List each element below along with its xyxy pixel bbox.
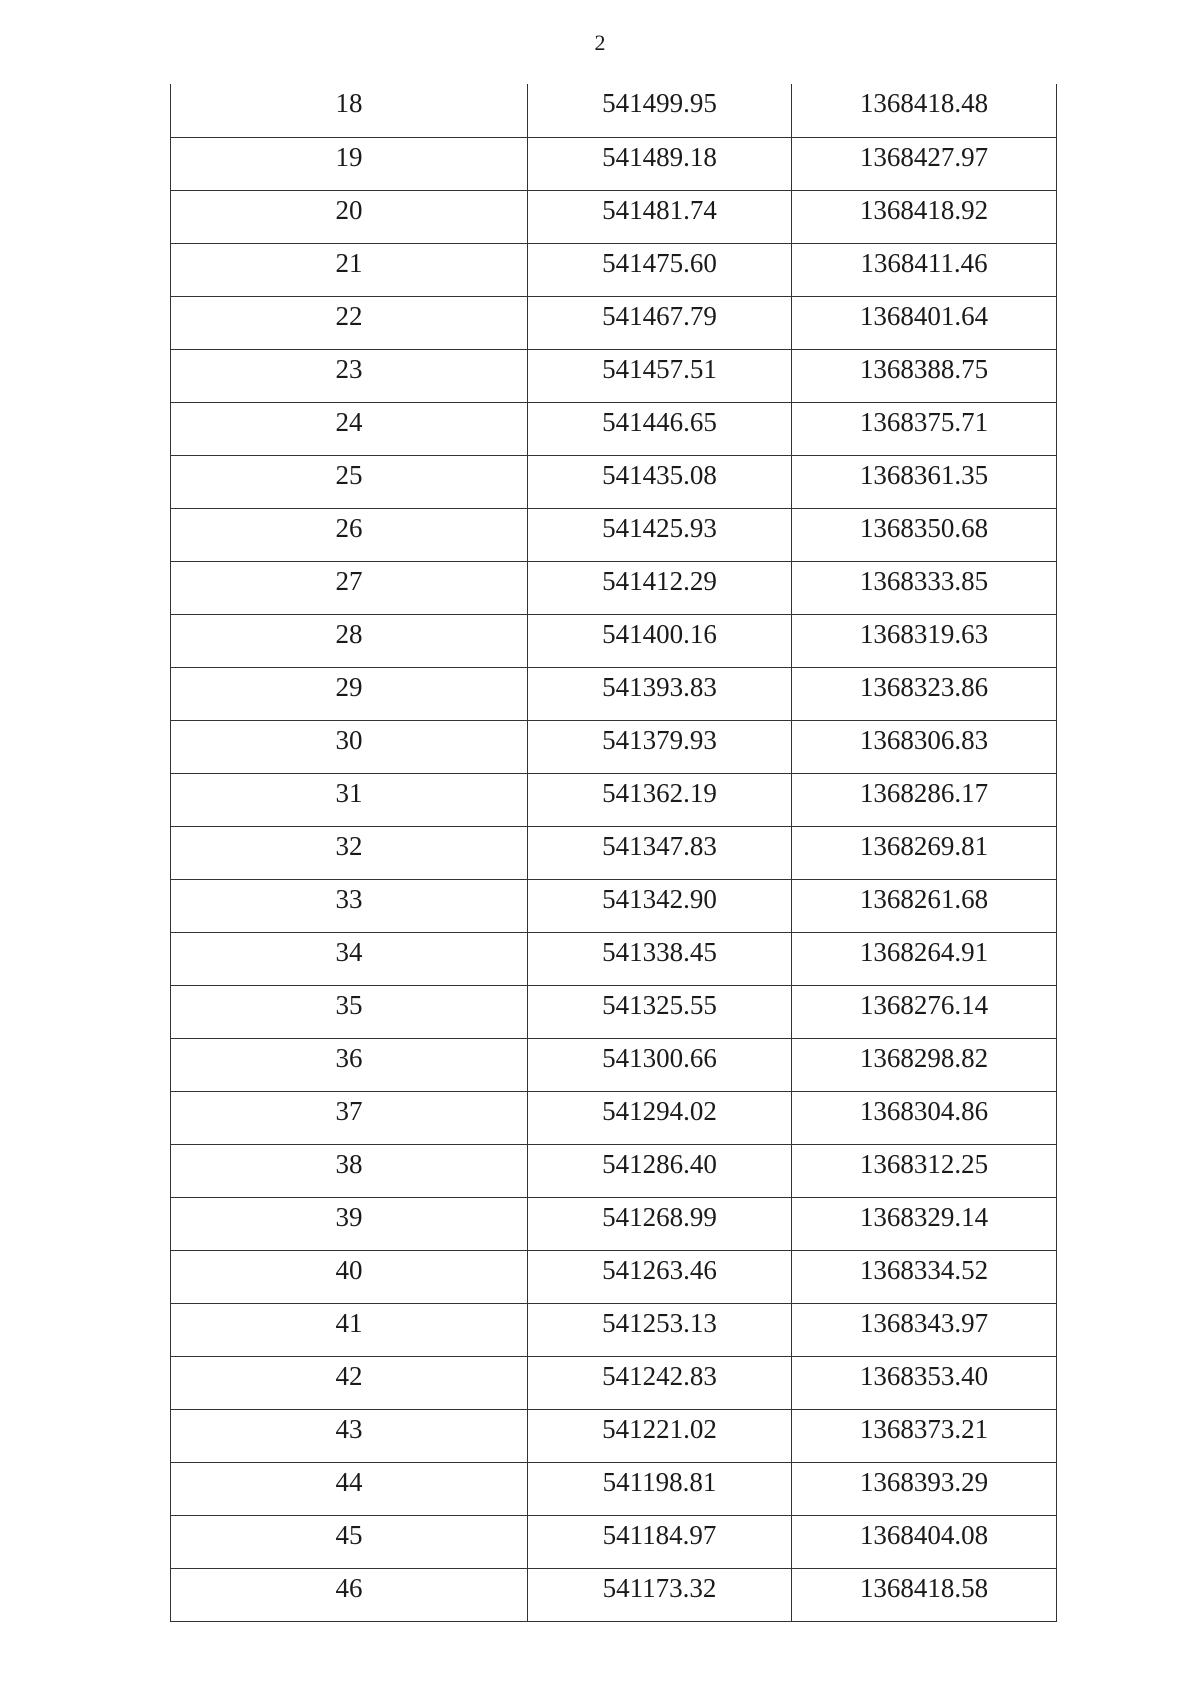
- table-row: [171, 1197, 1057, 1250]
- y-coordinate-cell: 1368319.63: [792, 614, 1057, 667]
- table-row: [171, 985, 1057, 1038]
- point-number-cell: 39: [171, 1197, 528, 1250]
- table-row: [171, 1462, 1057, 1515]
- point-number-cell: 33: [171, 879, 528, 932]
- point-number-cell: 43: [171, 1409, 528, 1462]
- y-coordinate-cell: 1368286.17: [792, 773, 1057, 826]
- y-coordinate-cell: 1368373.21: [792, 1409, 1057, 1462]
- point-number-cell: 30: [171, 720, 528, 773]
- point-number-cell: 29: [171, 667, 528, 720]
- x-coordinate-cell: 541325.55: [528, 985, 792, 1038]
- table-row: [171, 1038, 1057, 1091]
- table-row: [171, 190, 1057, 243]
- x-coordinate-cell: 541242.83: [528, 1356, 792, 1409]
- point-number-cell: 34: [171, 932, 528, 985]
- x-coordinate-cell: 541393.83: [528, 667, 792, 720]
- y-coordinate-cell: 1368418.48: [792, 84, 1057, 137]
- x-coordinate-cell: 541425.93: [528, 508, 792, 561]
- x-coordinate-cell: 541489.18: [528, 137, 792, 190]
- table-row: [171, 561, 1057, 614]
- y-coordinate-cell: 1368343.97: [792, 1303, 1057, 1356]
- table-row: [171, 614, 1057, 667]
- x-coordinate-cell: 541412.29: [528, 561, 792, 614]
- x-coordinate-cell: 541268.99: [528, 1197, 792, 1250]
- point-number-cell: 20: [171, 190, 528, 243]
- y-coordinate-cell: 1368388.75: [792, 349, 1057, 402]
- table-row: [171, 773, 1057, 826]
- y-coordinate-cell: 1368323.86: [792, 667, 1057, 720]
- table-row: [171, 1568, 1057, 1621]
- x-coordinate-cell: 541184.97: [528, 1515, 792, 1568]
- point-number-cell: 42: [171, 1356, 528, 1409]
- table-row: [171, 932, 1057, 985]
- y-coordinate-cell: 1368418.58: [792, 1568, 1057, 1621]
- point-number-cell: 41: [171, 1303, 528, 1356]
- y-coordinate-cell: 1368261.68: [792, 879, 1057, 932]
- x-coordinate-cell: 541362.19: [528, 773, 792, 826]
- table-row: [171, 1303, 1057, 1356]
- y-coordinate-cell: 1368269.81: [792, 826, 1057, 879]
- point-number-cell: 46: [171, 1568, 528, 1621]
- y-coordinate-cell: 1368353.40: [792, 1356, 1057, 1409]
- x-coordinate-cell: 541400.16: [528, 614, 792, 667]
- y-coordinate-cell: 1368329.14: [792, 1197, 1057, 1250]
- y-coordinate-cell: 1368393.29: [792, 1462, 1057, 1515]
- coordinates-table-body: [171, 84, 1057, 1621]
- x-coordinate-cell: 541198.81: [528, 1462, 792, 1515]
- table-row: [171, 349, 1057, 402]
- y-coordinate-cell: 1368427.97: [792, 137, 1057, 190]
- y-coordinate-cell: 1368264.91: [792, 932, 1057, 985]
- point-number-cell: 26: [171, 508, 528, 561]
- point-number-cell: 37: [171, 1091, 528, 1144]
- y-coordinate-cell: 1368404.08: [792, 1515, 1057, 1568]
- point-number-cell: 32: [171, 826, 528, 879]
- x-coordinate-cell: 541253.13: [528, 1303, 792, 1356]
- point-number-cell: 21: [171, 243, 528, 296]
- table-row: [171, 1356, 1057, 1409]
- y-coordinate-cell: 1368298.82: [792, 1038, 1057, 1091]
- point-number-cell: 24: [171, 402, 528, 455]
- table-row: [171, 84, 1057, 137]
- x-coordinate-cell: 541446.65: [528, 402, 792, 455]
- table-row: [171, 1515, 1057, 1568]
- point-number-cell: 27: [171, 561, 528, 614]
- x-coordinate-cell: 541294.02: [528, 1091, 792, 1144]
- x-coordinate-cell: 541173.32: [528, 1568, 792, 1621]
- table-row: [171, 1091, 1057, 1144]
- x-coordinate-cell: 541481.74: [528, 190, 792, 243]
- y-coordinate-cell: 1368312.25: [792, 1144, 1057, 1197]
- y-coordinate-cell: 1368306.83: [792, 720, 1057, 773]
- point-number-cell: 19: [171, 137, 528, 190]
- x-coordinate-cell: 541342.90: [528, 879, 792, 932]
- table-row: [171, 243, 1057, 296]
- coordinates-table: [170, 84, 1057, 1622]
- point-number-cell: 35: [171, 985, 528, 1038]
- table-row: [171, 455, 1057, 508]
- y-coordinate-cell: 1368304.86: [792, 1091, 1057, 1144]
- point-number-cell: 28: [171, 614, 528, 667]
- y-coordinate-cell: 1368276.14: [792, 985, 1057, 1038]
- point-number-cell: 18: [171, 84, 528, 137]
- x-coordinate-cell: 541338.45: [528, 932, 792, 985]
- x-coordinate-cell: 541475.60: [528, 243, 792, 296]
- point-number-cell: 23: [171, 349, 528, 402]
- x-coordinate-cell: 541300.66: [528, 1038, 792, 1091]
- y-coordinate-cell: 1368361.35: [792, 455, 1057, 508]
- point-number-cell: 40: [171, 1250, 528, 1303]
- point-number-cell: 45: [171, 1515, 528, 1568]
- y-coordinate-cell: 1368418.92: [792, 190, 1057, 243]
- point-number-cell: 38: [171, 1144, 528, 1197]
- table-row: [171, 402, 1057, 455]
- point-number-cell: 22: [171, 296, 528, 349]
- table-row: [171, 720, 1057, 773]
- point-number-cell: 44: [171, 1462, 528, 1515]
- table-row: [171, 137, 1057, 190]
- table-row: [171, 1250, 1057, 1303]
- table-row: [171, 296, 1057, 349]
- table-row: [171, 1409, 1057, 1462]
- table-row: [171, 879, 1057, 932]
- point-number-cell: 36: [171, 1038, 528, 1091]
- x-coordinate-cell: 541457.51: [528, 349, 792, 402]
- y-coordinate-cell: 1368350.68: [792, 508, 1057, 561]
- x-coordinate-cell: 541379.93: [528, 720, 792, 773]
- x-coordinate-cell: 541347.83: [528, 826, 792, 879]
- x-coordinate-cell: 541467.79: [528, 296, 792, 349]
- point-number-cell: 31: [171, 773, 528, 826]
- x-coordinate-cell: 541435.08: [528, 455, 792, 508]
- x-coordinate-cell: 541499.95: [528, 84, 792, 137]
- x-coordinate-cell: 541221.02: [528, 1409, 792, 1462]
- table-row: [171, 1144, 1057, 1197]
- point-number-cell: 25: [171, 455, 528, 508]
- y-coordinate-cell: 1368333.85: [792, 561, 1057, 614]
- x-coordinate-cell: 541286.40: [528, 1144, 792, 1197]
- y-coordinate-cell: 1368401.64: [792, 296, 1057, 349]
- x-coordinate-cell: 541263.46: [528, 1250, 792, 1303]
- table-row: [171, 508, 1057, 561]
- page-number: 2: [594, 30, 606, 55]
- y-coordinate-cell: 1368411.46: [792, 243, 1057, 296]
- y-coordinate-cell: 1368375.71: [792, 402, 1057, 455]
- table-row: [171, 667, 1057, 720]
- y-coordinate-cell: 1368334.52: [792, 1250, 1057, 1303]
- table-row: [171, 826, 1057, 879]
